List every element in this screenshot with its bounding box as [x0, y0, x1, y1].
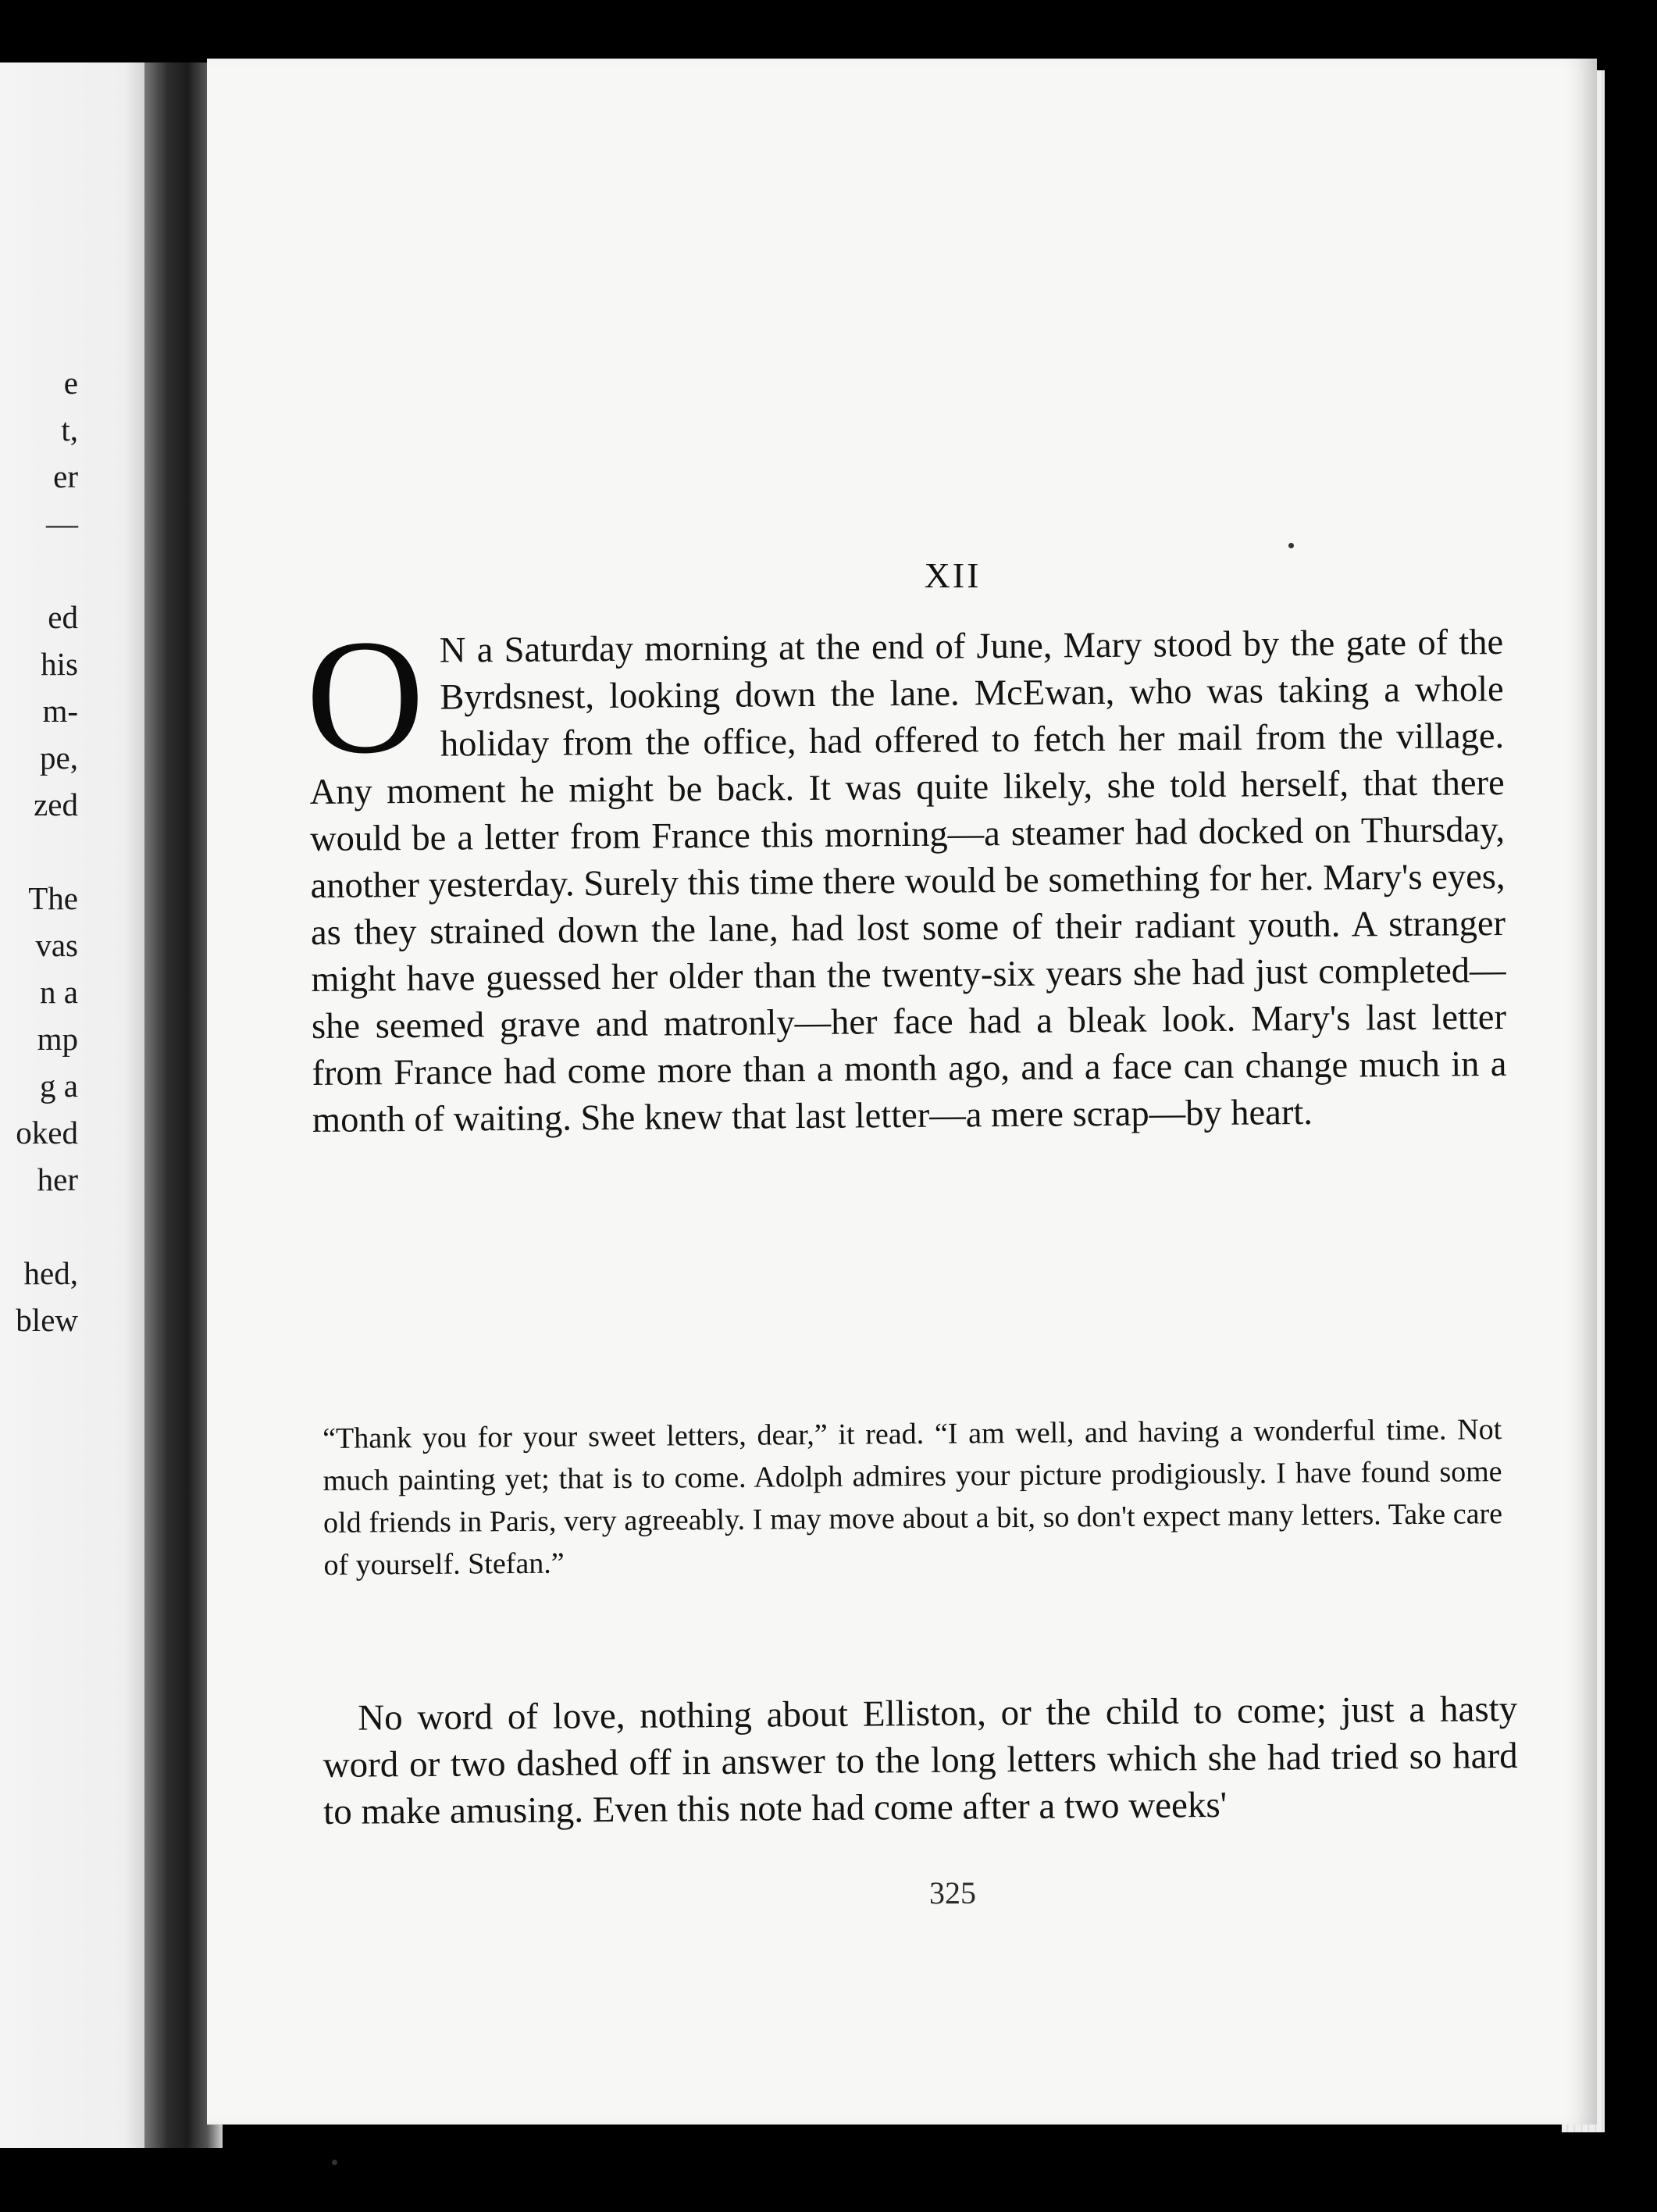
left-fragment-line: pe, — [40, 740, 78, 776]
opening-paragraph — [305, 605, 1507, 1144]
left-fragment-line: hed, — [23, 1255, 78, 1291]
left-fragment-line: mp — [37, 1021, 78, 1057]
chapter-heading: XII — [924, 555, 982, 595]
page-number: 325 — [929, 1875, 976, 1911]
scan-speck — [1288, 543, 1294, 548]
left-fragment-line: e — [63, 365, 78, 401]
paragraph-text: N a Saturday morning at the end of June, Mary stood by the gate of the Byrdsnest, looking down the lane. McEwan, who was taking a whole holiday from the office, had offered to fetch her mail from the village. Any moment he might be back. It was quite likely, she told herself, that there would be a letter from France this morning—a steamer had docked on Thursday, another yesterday. Surely this time there would be something for her. Mary's eyes, as they strained down the lane, had lost some of their radiant youth. A stranger might have guessed her older than the twenty-six years she had just completed—she seemed grave and matronly—her face had a bleak look. Mary's last letter from France had come more than a month ago, and a face can change much in a month of waiting. She knew that last letter—a mere scrap—by heart. — [309, 622, 1507, 1140]
left-fragment-line: his — [41, 646, 78, 682]
left-page-fragments — [0, 359, 156, 1343]
left-fragment-line: g a — [40, 1068, 78, 1104]
continuation-paragraph: No word of love, nothing about Elliston, or the child to come; just a hasty word or two dashed off in answer to the long letters which she had tried so hard to make amusing. Even this note had come after a two weeks' — [322, 1688, 1518, 1832]
letter-quote: “Thank you for your sweet letters, dear,” it read. “I am well, and having a wonderful time. Not much painting yet; that is to come. Adolph admires your picture prodigiously. I have found some old friends in Paris, very agreeably. I may move about a bit, so don't expect many letters. Take care of yourself. Stefan.” — [322, 1413, 1503, 1582]
left-page-edge — [0, 62, 156, 2148]
left-fragment-line: ed — [48, 599, 78, 635]
left-fragment-line: her — [37, 1161, 78, 1197]
left-fragment-line: n a — [40, 974, 78, 1010]
drop-cap: O — [305, 605, 426, 789]
left-fragment-line: vas — [35, 927, 78, 963]
scan-speck — [332, 2160, 337, 2165]
left-fragment-line: t, — [61, 412, 78, 448]
left-fragment-line: zed — [34, 787, 78, 822]
left-fragment-line: m- — [42, 693, 78, 729]
left-fragment-line: blew — [16, 1302, 78, 1338]
left-fragment-line: — — [46, 505, 78, 541]
left-fragment-line: er — [53, 458, 78, 494]
left-fragment-line: The — [28, 880, 78, 916]
book-page — [207, 59, 1597, 2125]
left-fragment-line: oked — [16, 1115, 78, 1151]
